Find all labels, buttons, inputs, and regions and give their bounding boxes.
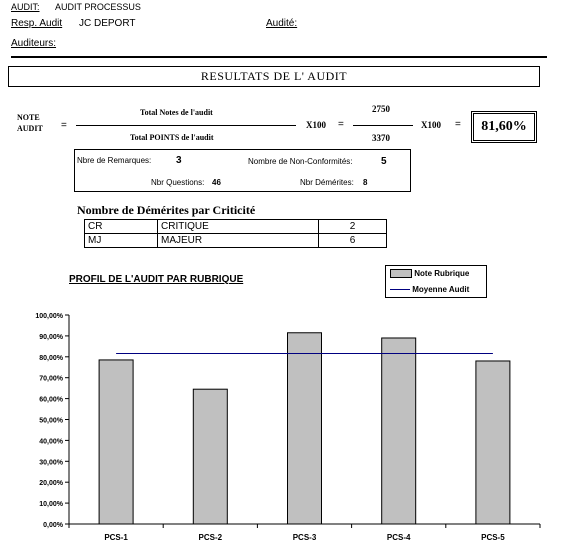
numerator-value: 2750 xyxy=(372,104,390,114)
bar xyxy=(99,360,133,524)
y-tick-label: 50,00% xyxy=(39,417,63,425)
remarques-value: 3 xyxy=(176,155,182,166)
audit-value: AUDIT PROCESSUS xyxy=(55,2,141,12)
table-row xyxy=(85,234,387,248)
legend-bar-label: Note Rubrique xyxy=(414,269,470,278)
audit-label-2: AUDIT xyxy=(17,124,43,133)
x-tick-label: PCS-4 xyxy=(386,533,411,542)
criticite-label: CRITIQUE xyxy=(158,220,319,234)
remarques-label: Nbre de Remarques: xyxy=(77,156,152,165)
x100-first: X100 xyxy=(306,120,326,130)
demerites-label: Nbr Démérites: xyxy=(300,178,354,187)
header-separator xyxy=(11,56,547,58)
criticite-code: CR xyxy=(85,220,158,234)
non-conformites-value: 5 xyxy=(381,156,387,167)
bar xyxy=(193,389,227,524)
demerites-value: 8 xyxy=(363,178,368,187)
x-tick-label: PCS-1 xyxy=(104,533,128,542)
note-label: NOTE xyxy=(17,113,40,122)
auditeurs-label: Auditeurs: xyxy=(11,38,57,49)
y-tick-label: 60,00% xyxy=(39,396,63,404)
y-tick-label: 70,00% xyxy=(39,375,63,383)
legend-line-label: Moyenne Audit xyxy=(412,285,470,294)
bar xyxy=(288,333,322,524)
y-tick-label: 100,00% xyxy=(35,313,63,320)
y-tick-label: 40,00% xyxy=(39,438,63,446)
y-tick-label: 10,00% xyxy=(39,501,63,509)
criticite-count: 2 xyxy=(319,220,387,234)
equals-sign: = xyxy=(61,120,67,131)
denominator-value: 3370 xyxy=(372,133,390,143)
resp-audit-label: Resp. Audit xyxy=(11,18,63,29)
chart-legend xyxy=(385,265,487,298)
fraction-line xyxy=(76,125,296,126)
questions-label: Nbr Questions: xyxy=(151,178,205,187)
criticite-code: MJ xyxy=(85,234,158,248)
criticite-label: MAJEUR xyxy=(158,234,319,248)
non-conformites-label: Nombre de Non-Conformités: xyxy=(248,157,353,166)
x-tick-label: PCS-3 xyxy=(292,533,317,542)
y-tick-label: 0,00% xyxy=(43,522,63,529)
bar xyxy=(476,361,510,524)
x100-second: X100 xyxy=(421,120,441,130)
numerator-label: Total Notes de l'audit xyxy=(140,108,213,117)
equals-sign-3: = xyxy=(455,119,461,130)
criticite-count: 6 xyxy=(319,234,387,248)
x-tick-label: PCS-2 xyxy=(198,533,223,542)
questions-value: 46 xyxy=(212,178,221,187)
equals-sign-2: = xyxy=(338,119,344,130)
chart-title: PROFIL DE L'AUDIT PAR RUBRIQUE xyxy=(69,274,244,285)
bar xyxy=(382,338,416,524)
x-tick-label: PCS-5 xyxy=(481,533,505,542)
table-row xyxy=(85,220,387,234)
denominator-label: Total POINTS de l'audit xyxy=(130,133,214,142)
legend-item-bars xyxy=(390,269,469,278)
legend-item-line xyxy=(390,285,469,294)
criticite-table xyxy=(84,219,387,248)
bar-chart xyxy=(0,300,581,549)
audit-label: AUDIT: xyxy=(11,2,40,12)
y-tick-label: 90,00% xyxy=(39,333,63,341)
resp-audit-value: JC DEPORT xyxy=(79,18,136,29)
y-tick-label: 20,00% xyxy=(39,480,63,488)
y-tick-label: 30,00% xyxy=(39,459,63,467)
audite-label: Audité: xyxy=(266,18,298,29)
y-tick-label: 80,00% xyxy=(39,354,63,362)
legend-line-swatch xyxy=(390,289,410,290)
result-box: 81,60% xyxy=(471,111,537,143)
legend-bar-swatch xyxy=(390,269,412,278)
criticite-title: Nombre de Démérites par Criticité xyxy=(77,203,256,217)
fraction-line-2 xyxy=(353,125,413,126)
page-title: RESULTATS DE L' AUDIT xyxy=(8,66,540,87)
